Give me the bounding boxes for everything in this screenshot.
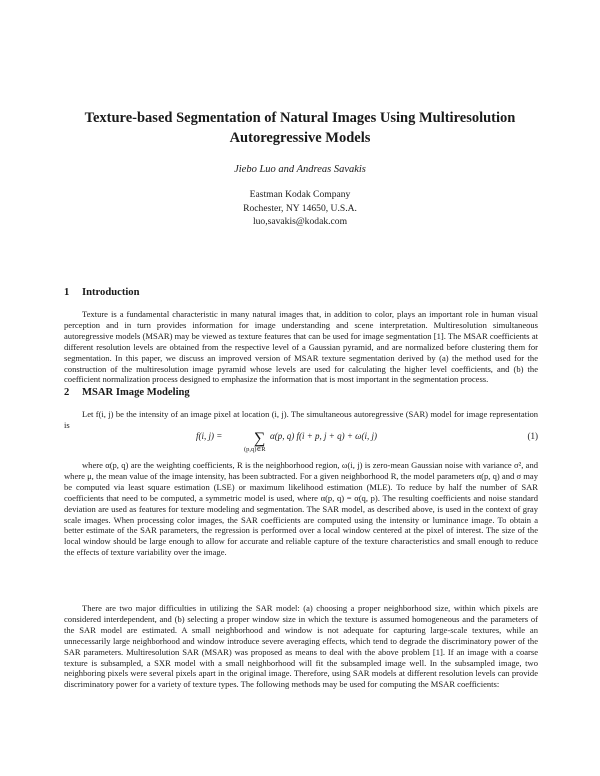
section-2-heading: [64, 387, 190, 398]
title-line-1: Texture-based Segmentation of Natural Images Using Multiresolution: [84, 110, 516, 126]
equation-number: (1): [527, 431, 538, 441]
sar-difficulties-paragraph: There are two major difficulties in utilizing the SAR model: (a) choosing a proper neighborhood size, within which pixels are considered interdependent, and (b) selecting a proper window size in which the texture is assumed homogeneous and the parameters of the SAR model are estimated. A small neighborhood and window is not adequate for capturing large-scale textures, while an unnecessarily large neighborhood and window introduce severe averaging effects, which tend to degrade the discriminatory power of the SAR parameters. Multiresolution SAR (MSAR) was proposed as means to deal with the above problem [1]. If an image with a coarse texture is subsampled, a SXR model with a small neighborhood will fit the subsampled image well. In the subsampled image, two neighboring pixels were several pixels apart in the original image. Therefore, using SAR models at different resolution levels can provide discriminatory power for a variety of texture types. The following methods may be used for computing the MSAR coefficients:: [64, 603, 538, 690]
section-1-title: Introduction: [82, 287, 140, 298]
sar-intro-paragraph: Let f(i, j) be the intensity of an image pixel at location (i, j). The simultaneous autoregressive (SAR) model for image representation is: [64, 409, 538, 430]
equation-lhs: f(i, j) =: [196, 431, 223, 441]
equation-rhs: α(p, q) f(i + p, j + q) + ω(i, j): [270, 431, 378, 441]
affiliation-block: [60, 188, 540, 229]
affiliation-org: Eastman Kodak Company: [249, 189, 351, 200]
section-1-number: 1: [64, 287, 70, 298]
section-2-title: MSAR Image Modeling: [82, 387, 190, 398]
affiliation-city: Rochester, NY 14650, U.S.A.: [243, 202, 357, 214]
sar-details-paragraph: where α(p, q) are the weighting coefficients, R is the neighborhood region, ω(i, j) is zero-mean Gaussian noise with variance σ², and where μ, the mean value of the image intensity, has been subtracted. For a given neighborhood R, the model parameters α(p, q) and σ may be computed via least square estimation (LSE) or maximum likelihood estimation (MLE). To reduce by half the number of SAR coefficients that need to be computed, a symmetric model is used, where α(p, q) = α(q, p). The resulting coefficients and noise standard deviation are used as features for texture modeling and segmentation. The SAR model, as described above, is used in the context of gray scale images. When processing color images, the SAR coefficients are computed using the intensity or luminance image. To obtain a better estimate of the SAR parameters, the regression is performed over a local window centered at the pixel of interest. The size of the local window should be large enough to allow for accurate and reliable capture of the texture characteristics and small enough to reduce the effects of texture variability over the image.: [64, 460, 538, 558]
paper-title: [60, 108, 540, 148]
section-2-number: 2: [64, 387, 70, 398]
summation-subscript: (p,q)∈R: [244, 446, 266, 453]
author-names: Jiebo Luo and Andreas Savakis: [234, 164, 366, 175]
introduction-paragraph: Texture is a fundamental characteristic in many natural images that, in addition to color, plays an important role in human visual perception and in turn provides information for image understanding and scene interpretation. Multiresolution simultaneous autoregressive models (MSAR) may be viewed as texture features that can be used for image segmentation [1]. The MSAR coefficients at different resolution levels are obtained from the respective level of a Gaussian pyramid, and are normalized before clustering them for segmentation. In this paper, we discuss an improved version of MSAR texture segmentation derived by (a) the method used for the construction of the multiresolution image pyramid whose levels are used for calculating the higher level coefficients, and (b) the coefficient normalization process designed to emphasize the information that is most important in the segmentation process.: [64, 309, 538, 385]
equation-1: [64, 431, 538, 455]
affiliation-email: luo,savakis@kodak.com: [252, 216, 348, 227]
title-line-2: Autoregressive Models: [229, 130, 371, 146]
summation-symbol: ∑: [254, 430, 266, 447]
section-1-heading: [64, 287, 140, 298]
